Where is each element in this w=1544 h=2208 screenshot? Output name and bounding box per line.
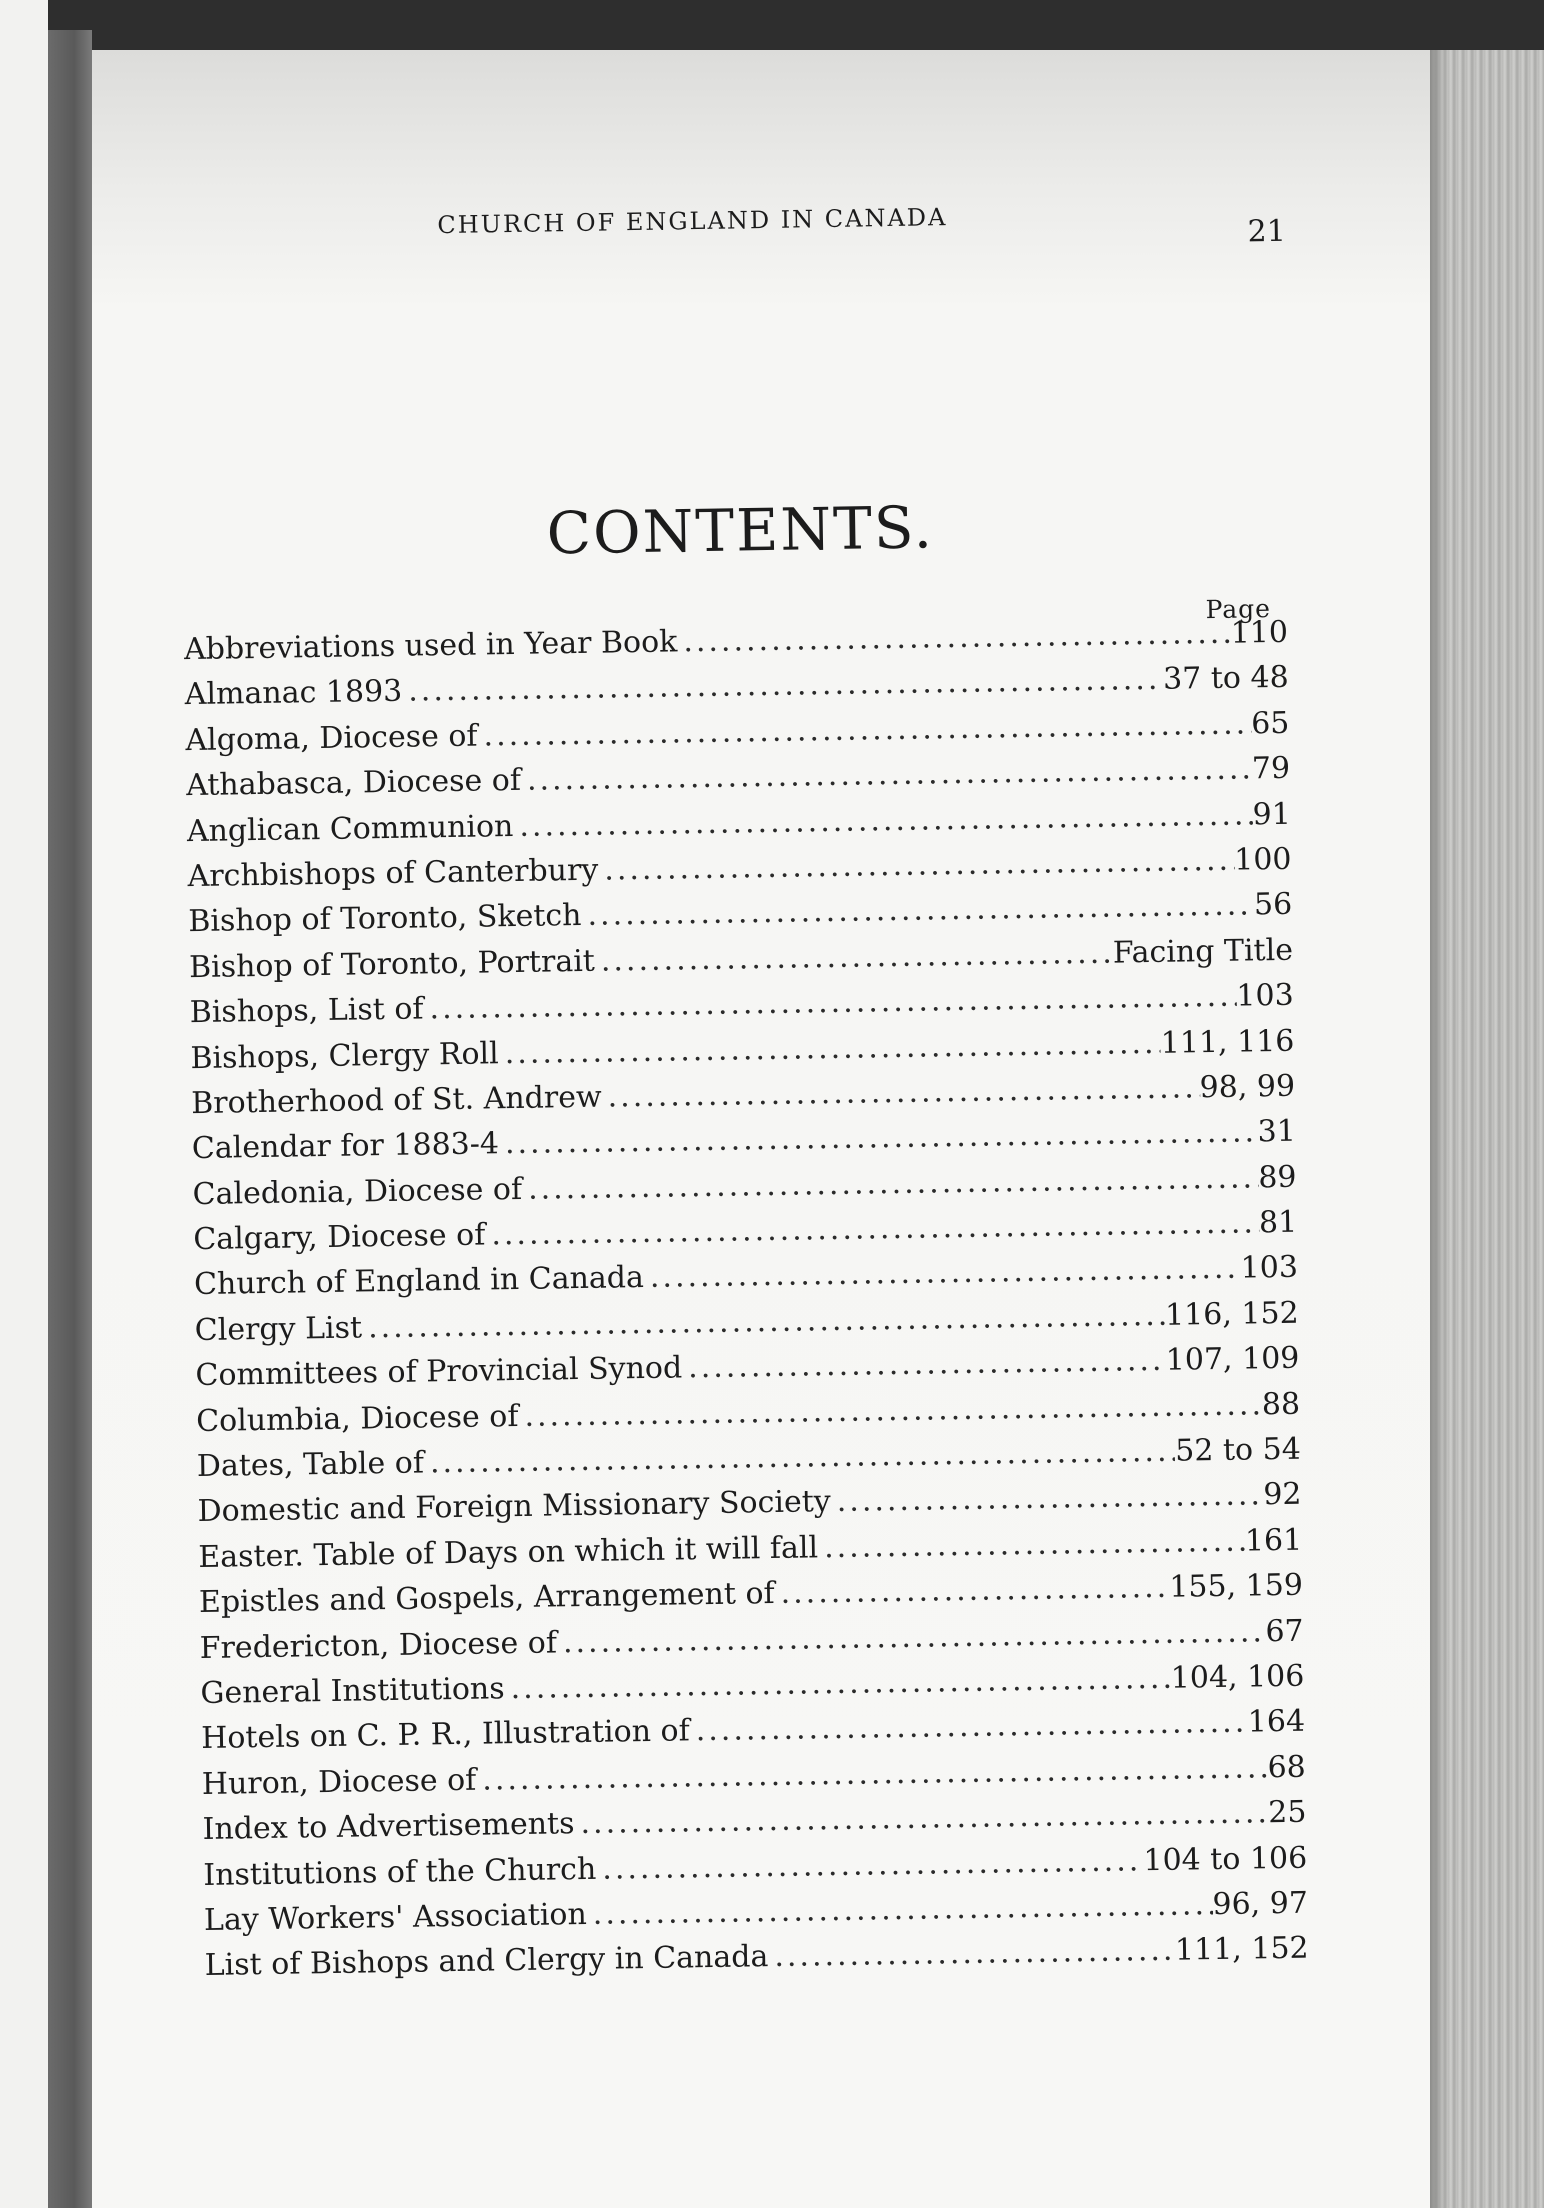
- entry-page-number: 155, 159: [1169, 1567, 1304, 1605]
- entry-page-number: 100: [1233, 841, 1292, 878]
- entry-page-number: 81: [1258, 1204, 1298, 1241]
- entry-title: List of Bishops and Clergy in Canada: [204, 1939, 769, 1984]
- entry-title: Bishop of Toronto, Sketch: [188, 898, 582, 940]
- entry-page-number: 92: [1263, 1477, 1302, 1513]
- entry-page-number: 79: [1251, 750, 1291, 787]
- entry-title: Archbishops of Canterbury: [187, 852, 599, 895]
- entry-title: Anglican Communion: [186, 808, 514, 849]
- entry-title: Committees of Provincial Synod: [195, 1350, 683, 1394]
- entry-page-number: 98, 99: [1199, 1068, 1296, 1106]
- entry-title: Athabasca, Diocese of: [185, 763, 522, 804]
- running-head: CHURCH OF ENGLAND IN CANADA: [437, 203, 948, 240]
- entry-page-number: 89: [1258, 1159, 1297, 1196]
- entry-title: Church of England in Canada: [193, 1260, 645, 1303]
- entry-page-number: 110: [1230, 614, 1289, 651]
- entry-title: Easter. Table of Days on which it will fall: [198, 1530, 819, 1575]
- entry-page-number: 103: [1240, 1250, 1299, 1287]
- entry-page-number: 91: [1252, 796, 1292, 832]
- entry-page-number: 56: [1253, 887, 1293, 923]
- contents-list: [184, 610, 1309, 1989]
- entry-page-number: Facing Title: [1112, 932, 1294, 971]
- entry-title: Fredericton, Diocese of: [199, 1625, 558, 1666]
- entry-page-number: 107, 109: [1165, 1340, 1300, 1379]
- contents-heading: CONTENTS.: [546, 493, 935, 568]
- dot-leader: [596, 1838, 1144, 1892]
- entry-title: Lay Workers' Association: [203, 1896, 588, 1938]
- entry-page-number: 67: [1265, 1613, 1304, 1649]
- entry-title: Clergy List: [194, 1310, 363, 1348]
- entry-title: Institutions of the Church: [203, 1851, 597, 1893]
- entry-page-number: 68: [1267, 1749, 1307, 1786]
- dot-leader: [774, 1565, 1169, 1616]
- entry-title: Huron, Diocese of: [201, 1762, 477, 1802]
- entry-page-number: 104, 106: [1170, 1658, 1305, 1696]
- dot-leader: [830, 1473, 1263, 1525]
- entry-title: Brotherhood of St. Andrew: [190, 1079, 602, 1121]
- entry-page-number: 31: [1257, 1114, 1297, 1150]
- entry-title: Caledonia, Diocese of: [192, 1171, 523, 1212]
- dot-leader: [682, 1338, 1166, 1391]
- entry-title: Calendar for 1883-4: [191, 1126, 500, 1167]
- entry-page-number: 37 to 48: [1162, 660, 1289, 698]
- entry-page-number: 65: [1250, 705, 1290, 742]
- entry-page-number: 25: [1268, 1794, 1307, 1831]
- entry-page-number: 52 to 54: [1174, 1431, 1302, 1469]
- dot-leader: [818, 1518, 1246, 1570]
- dot-leader: [594, 930, 1113, 983]
- entry-page-number: 111, 152: [1174, 1930, 1309, 1969]
- entry-title: Calgary, Diocese of: [193, 1217, 486, 1258]
- entry-title: Dates, Table of: [196, 1445, 425, 1485]
- entry-page-number: 164: [1247, 1704, 1306, 1740]
- entry-page-number: 103: [1236, 977, 1294, 1014]
- entry-page-number: 161: [1244, 1522, 1303, 1559]
- entry-title: Abbreviations used in Year Book: [183, 624, 678, 668]
- entry-page-number: 96, 97: [1212, 1885, 1309, 1923]
- entry-title: Epistles and Gospels, Arrangement of: [198, 1576, 775, 1621]
- entry-title: General Institutions: [200, 1671, 505, 1711]
- entry-title: Bishop of Toronto, Portrait: [188, 943, 596, 985]
- entry-title: Algoma, Diocese of: [185, 718, 478, 758]
- entry-page-number: 88: [1261, 1386, 1301, 1422]
- entry-title: Columbia, Diocese of: [195, 1398, 519, 1439]
- entry-page-number: 111, 116: [1160, 1023, 1295, 1061]
- dot-leader: [677, 611, 1231, 665]
- entry-title: Hotels on C. P. R., Illustration of: [200, 1713, 690, 1757]
- entry-title: Almanac 1893: [184, 674, 403, 713]
- entry-title: Index to Advertisements: [202, 1806, 575, 1848]
- page-column-label: Page: [1205, 594, 1272, 625]
- entry-page-number: 104 to 106: [1143, 1840, 1308, 1878]
- entry-title: Bishops, List of: [189, 991, 424, 1031]
- entry-title: Domestic and Foreign Missionary Society: [197, 1484, 832, 1530]
- entry-page-number: 116, 152: [1164, 1295, 1299, 1333]
- entry-title: Bishops, Clergy Roll: [190, 1035, 499, 1076]
- dot-leader: [768, 1928, 1175, 1979]
- page-number: 21: [1247, 213, 1287, 250]
